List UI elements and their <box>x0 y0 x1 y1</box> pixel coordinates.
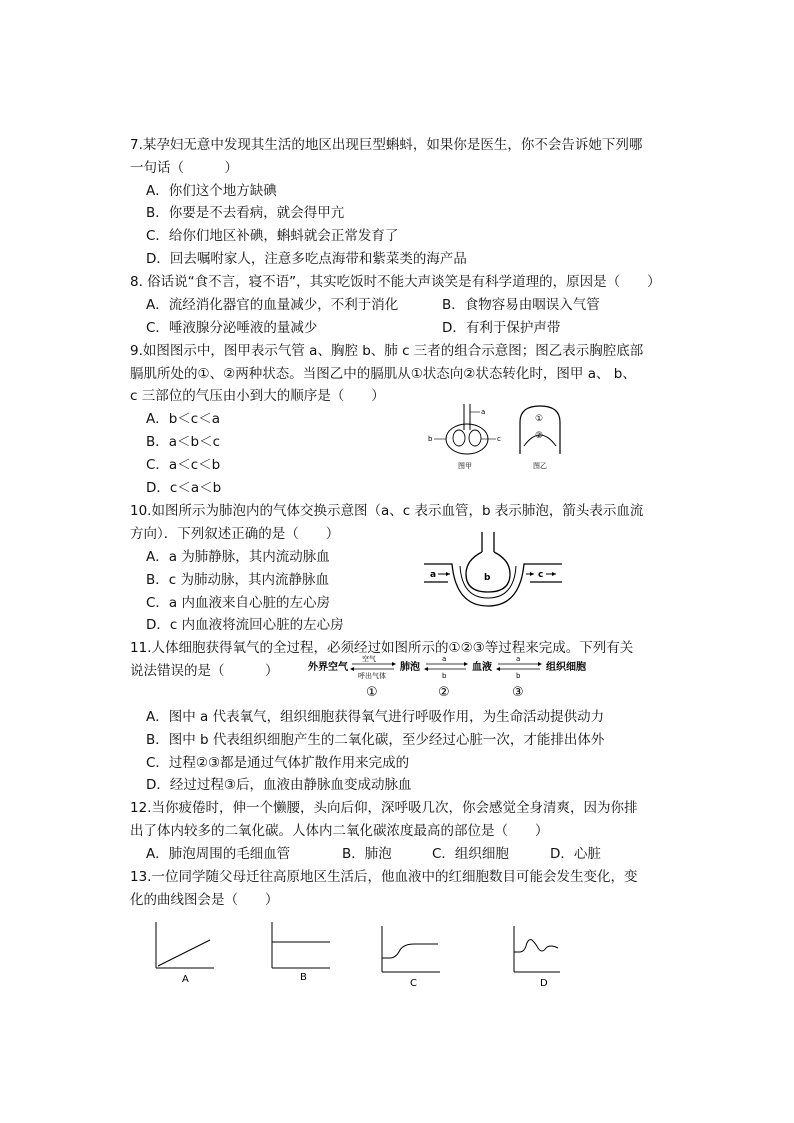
q12-option-c: C．组织细胞 <box>432 846 509 862</box>
q10-stem-line2: 方向）．下列叙述正确的是（ ） <box>130 526 340 542</box>
q11-node-tissue-cells: 组织细胞 <box>546 662 586 673</box>
q8-option-c: C．唾液腺分泌唾液的量减少 <box>146 320 318 336</box>
q11-air-in: 空气 <box>362 655 376 663</box>
q10-option-b: B．c 为肺动脉，其内流静脉血 <box>146 572 329 588</box>
q10-figure <box>422 532 564 608</box>
q11-step-2: ② <box>438 685 450 700</box>
q11-node-blood: 血液 <box>472 662 492 673</box>
graph-d-label: D <box>540 978 548 989</box>
graph-d <box>514 926 560 989</box>
graph-a-label: A <box>182 974 189 985</box>
q12-option-a: A．肺泡周围的毛细血管 <box>146 846 291 862</box>
q13-stem-line2: 化的曲线图会是（ ） <box>130 892 279 908</box>
q9-state-1: ① <box>535 414 544 424</box>
q9-label-c: c <box>497 435 501 443</box>
q9-caption-yi: 图乙 <box>533 462 547 470</box>
q11-label-b-1: b <box>442 672 447 680</box>
graph-c <box>382 926 440 989</box>
q11-step-1: ① <box>366 685 378 700</box>
q11-option-a: A．图中 a 代表氧气，组织细胞获得氧气进行呼吸作用，为生命活动提供动力 <box>146 709 605 725</box>
graph-b-label: B <box>300 972 307 983</box>
figure-jia <box>428 404 501 470</box>
q11-label-b-2: b <box>516 672 521 680</box>
q9-option-d: D．c＜a＜b <box>146 480 222 496</box>
arrow-icon <box>446 572 450 576</box>
q7-stem-line2: 一句话（ ） <box>130 160 238 176</box>
q8-option-d: D．有利于保护声带 <box>442 320 561 336</box>
q10-option-a: A．a 为肺静脉，其内流动脉血 <box>146 549 330 565</box>
q8-stem: 8. 俗话说“食不言，寝不语”，其实吃饭时不能大声谈笑是有科学道理的，原因是（ ） <box>130 274 661 290</box>
q10-option-d: D．c 内血液将流回心脏的左心房 <box>146 617 344 633</box>
q11-option-b: B．图中 b 代表组织细胞产生的二氧化碳，至少经过心脏一次，才能排出体外 <box>146 732 605 748</box>
q11-stem-line1: 11.人体细胞获得氧气的全过程，必须经过如图所示的①②③等过程来完成。下列有关 <box>130 640 634 656</box>
q11-option-d: D．经过过程③后，血液由静脉血变成动脉血 <box>146 777 412 793</box>
q9-caption-jia: 图甲 <box>458 462 472 470</box>
q13-stem-line1: 13.一位同学随父母迁往高原地区生活后，他血液中的红细胞数目可能会发生变化，变 <box>130 869 638 885</box>
q9-option-b: B．a＜b＜c <box>146 434 221 450</box>
q11-node-outside-air: 外界空气 <box>308 662 348 673</box>
q7-option-d: D．回去嘱咐家人，注意多吃点海带和紫菜类的海产品 <box>146 251 467 267</box>
q11-label-a-2: a <box>516 655 521 663</box>
q12-option-d: D．心脏 <box>550 846 601 862</box>
graph-a <box>156 922 214 985</box>
q13-graphs <box>148 918 568 990</box>
q9-state-2: ② <box>535 431 544 441</box>
q7-option-c: C．给你们地区补碘，蝌蚪就会正常发育了 <box>146 228 399 244</box>
q8-option-a: A．流经消化器官的血量减少，不利于消化 <box>146 297 399 313</box>
q11-node-alveoli: 肺泡 <box>400 662 420 673</box>
q9-stem-line2: 膈肌所处的①、②两种状态。当图乙中的膈肌从①状态向②状态转化时，图甲 a、 b、 <box>130 366 636 382</box>
q9-label-b: b <box>428 435 433 443</box>
q11-option-c: C．过程②③都是通过气体扩散作用来完成的 <box>146 755 410 771</box>
q7-option-b: B．你要是不去看病，就会得甲亢 <box>146 205 345 221</box>
q11-stem-line2: 说法错误的是（ ） <box>130 663 279 679</box>
graph-b <box>272 922 330 983</box>
q9-figure <box>428 402 578 472</box>
q9-option-c: C．a＜c＜b <box>146 457 221 473</box>
graph-c-label: C <box>410 978 417 989</box>
q9-stem-line1: 9.如图图示中，图甲表示气管 a、胸腔 b、肺 c 三者的组合示意图；图乙表示胸腔底部 <box>130 343 644 359</box>
q12-stem-line1: 12.当你疲倦时，伸一个懒腰，头向后仰，深呼吸几次，你会感觉全身清爽，因为你排 <box>130 800 638 816</box>
arrow-icon <box>552 572 556 576</box>
q10-option-c: C．a 内血液来自心脏的左心房 <box>146 595 330 611</box>
q11-step-3: ③ <box>512 685 524 700</box>
q10-stem-line1: 10.如图所示为肺泡内的气体交换示意图（a、c 表示血管，b 表示肺泡，箭头表示血流 <box>130 503 644 519</box>
arrow-icon <box>530 572 534 576</box>
q8-option-b: B．食物容易由咽误入气管 <box>442 297 600 313</box>
q10-label-a: a <box>430 570 437 580</box>
q10-label-b: b <box>484 573 491 583</box>
q11-figure <box>308 652 608 700</box>
q10-label-c: c <box>538 570 544 580</box>
q9-label-a: a <box>481 408 486 416</box>
q7-stem-line1: 7.某孕妇无意中发现其生活的地区出现巨型蝌蚪，如果你是医生，你不会告诉她下列哪 <box>130 137 643 153</box>
q11-label-a-1: a <box>442 655 447 663</box>
q12-stem-line2: 出了体内较多的二氧化碳。人体内二氧化碳浓度最高的部位是（ ） <box>130 823 549 839</box>
q9-option-a: A．b＜c＜a <box>146 411 220 427</box>
q11-air-out: 呼出气体 <box>358 672 386 680</box>
q9-stem-line3: c 三部位的气压由小到大的顺序是（ ） <box>130 388 385 404</box>
figure-yi <box>520 406 560 470</box>
q7-option-a: A．你们这个地方缺碘 <box>146 183 277 199</box>
q12-option-b: B．肺泡 <box>342 846 392 862</box>
